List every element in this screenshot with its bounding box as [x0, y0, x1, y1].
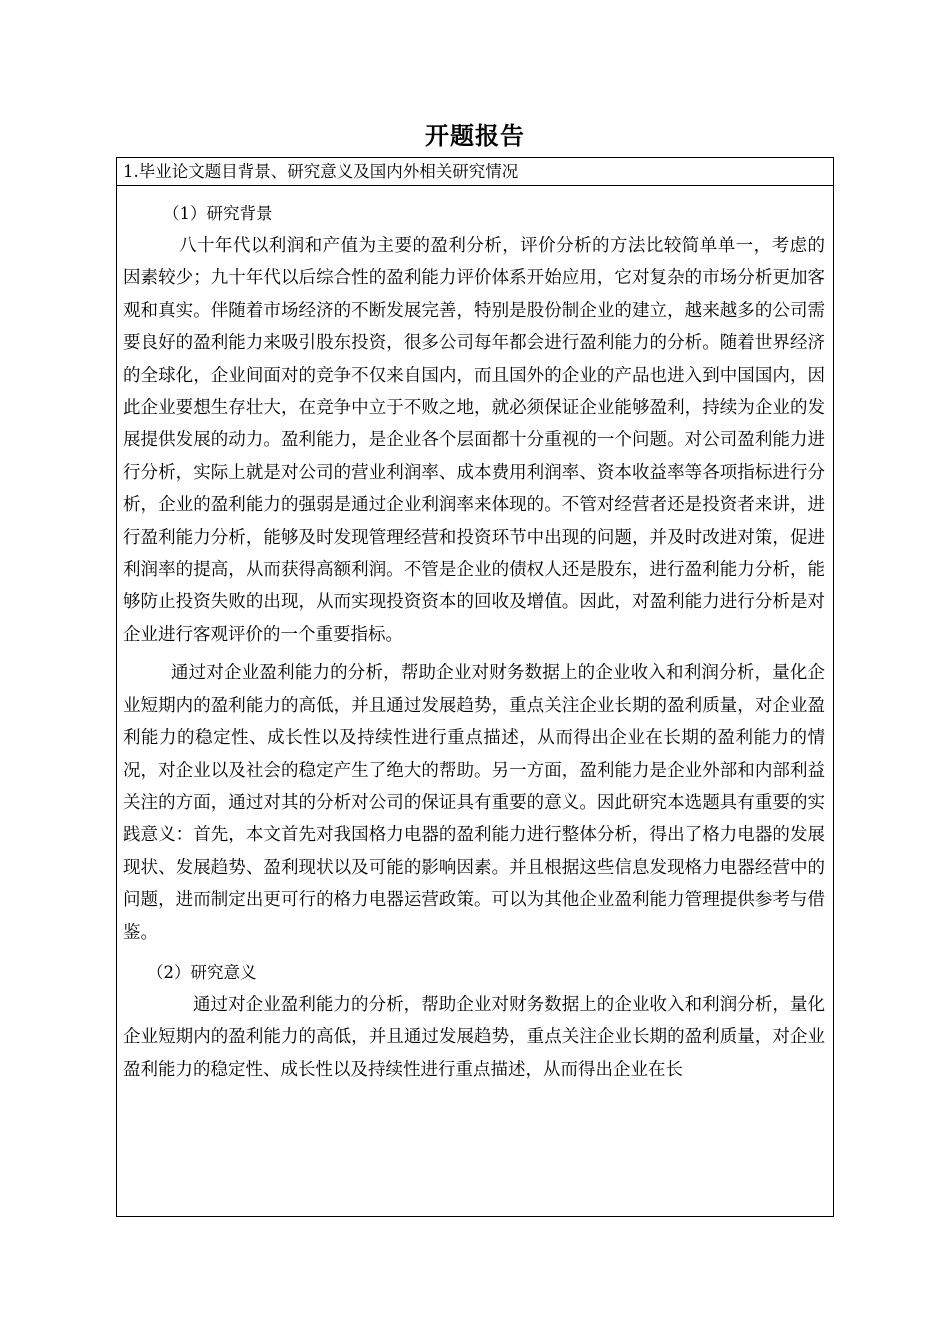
- paragraph-background-1: 八十年代以利润和产值为主要的盈利分析，评价分析的方法比较简单单一，考虑的因素较少；九十年代以后综合性的盈利能力评价体系开始应用，它对复杂的市场分析更加客观和真实。伴随着市场经济的不断发展完善，特别是股份制企业的建立，越来越多的公司需要良好的盈利能力来吸引股东投资，很多公司每年都会进行盈利能力的分析。随着世界经济的全球化，企业间面对的竞争不仅来自国内，而且国外的企业的产品也进入到中国国内，因此企业要想生存壮大，在竞争中立于不败之地，就必须保证企业能够盈利，持续为企业的发展提供发展的动力。盈利能力，是企业各个层面都十分重视的一个问题。对公司盈利能力进行分析，实际上就是对公司的营业利润率、成本费用利润率、资本收益率等各项指标进行分析，企业的盈利能力的强弱是通过企业利润率来体现的。不管对经营者还是投资者来讲，进行盈利能力分析，能够及时发现管理经营和投资环节中出现的问题，并及时改进对策，促进利润率的提高，从而获得高额利润。不管是企业的债权人还是股东，进行盈利能力分析，能够防止投资失败的出现，从而实现投资资本的回收及增值。因此，对盈利能力进行分析是对企业进行客观评价的一个重要指标。: [123, 236, 825, 645]
- report-title: 开题报告: [425, 122, 525, 150]
- section-content: [123, 198, 825, 1086]
- paragraph-significance-1: 通过对企业盈利能力的分析，帮助企业对财务数据上的企业收入和利润分析，量化企业短期内的盈利能力的高低，并且通过发展趋势，重点关注企业长期的盈利质量，对企业盈利能力的稳定性、成长性以及持续性进行重点描述，从而得出企业在长: [123, 994, 825, 1080]
- subheading-research-significance: （2）研究意义: [147, 962, 257, 982]
- report-table: [116, 157, 834, 1217]
- subheading-research-background: （1）研究背景: [163, 204, 273, 223]
- paragraph-background-2: 通过对企业盈利能力的分析，帮助企业对财务数据上的企业收入和利润分析，量化企业短期内的盈利能力的高低，并且通过发展趋势，重点关注企业长期的盈利质量，对企业盈利能力的稳定性、成长性以及持续性进行重点描述，从而得出企业在长期的盈利能力的情况，对企业以及社会的稳定产生了绝大的帮助。另一方面，盈利能力是企业外部和内部利益关注的方面，通过对其的分析对公司的保证具有重要的意义。因此研究本选题具有重要的实践意义：首先，本文首先对我国格力电器的盈利能力进行整体分析，得出了格力电器的发展现状、发展趋势、盈利现状以及可能的影响因素。并且根据这些信息发现格力电器经营中的问题，进而制定出更可行的格力电器运营政策。可以为其他企业盈利能力管理提供参考与借鉴。: [123, 663, 825, 943]
- section-header: 1.毕业论文题目背景、研究意义及国内外相关研究情况: [117, 158, 833, 186]
